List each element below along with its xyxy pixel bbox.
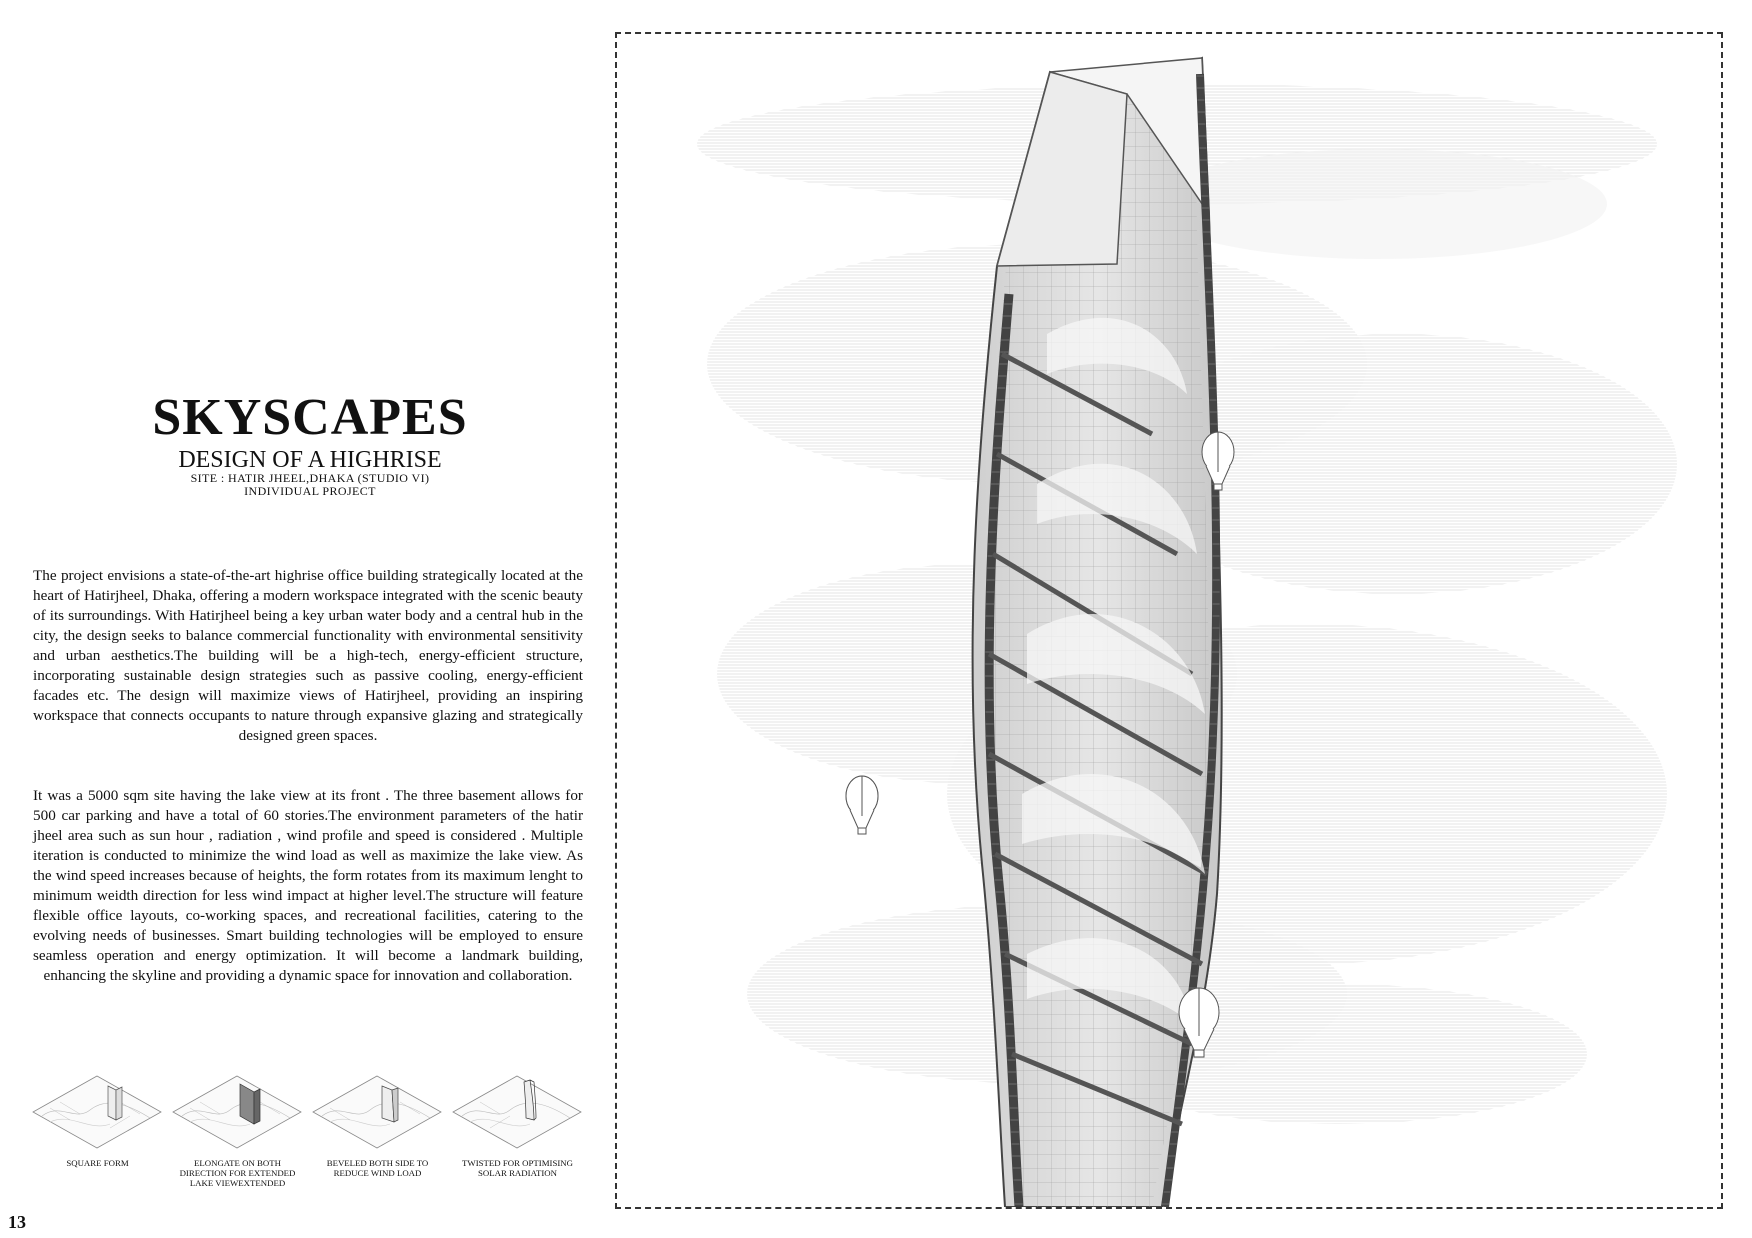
twisted-tower [973, 58, 1222, 1207]
form-iterations [30, 1072, 595, 1212]
balloon-icon [846, 776, 878, 834]
iteration-label: BEVELED BOTH SIDE TO REDUCE WIND LOAD [326, 1158, 429, 1178]
page-title: SKYSCAPES [152, 389, 468, 446]
iteration-diagram-bevel [310, 1072, 445, 1152]
subtitle: DESIGN OF A HIGHRISE [178, 447, 442, 473]
iteration-diagram-square [30, 1072, 165, 1152]
title-block [140, 389, 480, 499]
iteration-square [30, 1072, 165, 1168]
page-number: 13 [8, 1212, 26, 1232]
description-paragraph-1: The project envisions a state-of-the-art highrise office building strategically located at the heart of Hatirjheel, Dhaka, offering a modern workspace integrated with the scenic beauty of its surroundings. With Hatirjheel being a key urban water body and a central hub in the city, the design seeks to balance commercial functionality with environmental sensitivity and urban aesthetics.The building will be a high-tech, energy-efficient structure, incorporating sustainable design strategies such as passive cooling, energy-efficient facades etc. The design will maximize views of Hatirjheel, providing an inspiring workspace that connects occupants to nature through expansive glazing and strategically designed green spaces. [33, 567, 583, 744]
iteration-label: TWISTED FOR OPTIMISING SOLAR RADIATION [462, 1158, 573, 1178]
iteration-diagram-twist [450, 1072, 585, 1152]
iteration-twist [450, 1072, 585, 1178]
site-label: SITE : HATIR JHEEL,DHAKA (STUDIO VI) [190, 471, 430, 485]
iteration-bevel [310, 1072, 445, 1178]
description-paragraph-2: It was a 5000 sqm site having the lake view at its front . The three basement allows for 500 car parking and have a total of 60 stories.The environment parameters of the hatir jheel area such as sun hour , radiation , wind profile and speed is considered . Multiple iteration is conducted to minimize the wind load as well as maximize the lake view. As the wind speed increases because of heights, the form rotates from its maximum lenght to minimum weidth direction for less wind impact at higher level.The structure will feature flexible office layouts, co-working spaces, and recreational facilities, catering to the evolving needs of businesses. Smart building technologies will be employed to ensure seamless operation and energy optimization. It will become a landmark building, enhancing the skyline and providing a dynamic space for innovation and collaboration. [33, 787, 583, 984]
iteration-label: ELONGATE ON BOTH DIRECTION FOR EXTENDED LAKE VIEWEXTENDED [179, 1158, 296, 1188]
iteration-diagram-elongate [170, 1072, 305, 1152]
iteration-label: SQUARE FORM [66, 1158, 129, 1168]
project-type: INDIVIDUAL PROJECT [244, 484, 376, 499]
iteration-elongate [170, 1072, 305, 1188]
tower-render [617, 34, 1721, 1207]
